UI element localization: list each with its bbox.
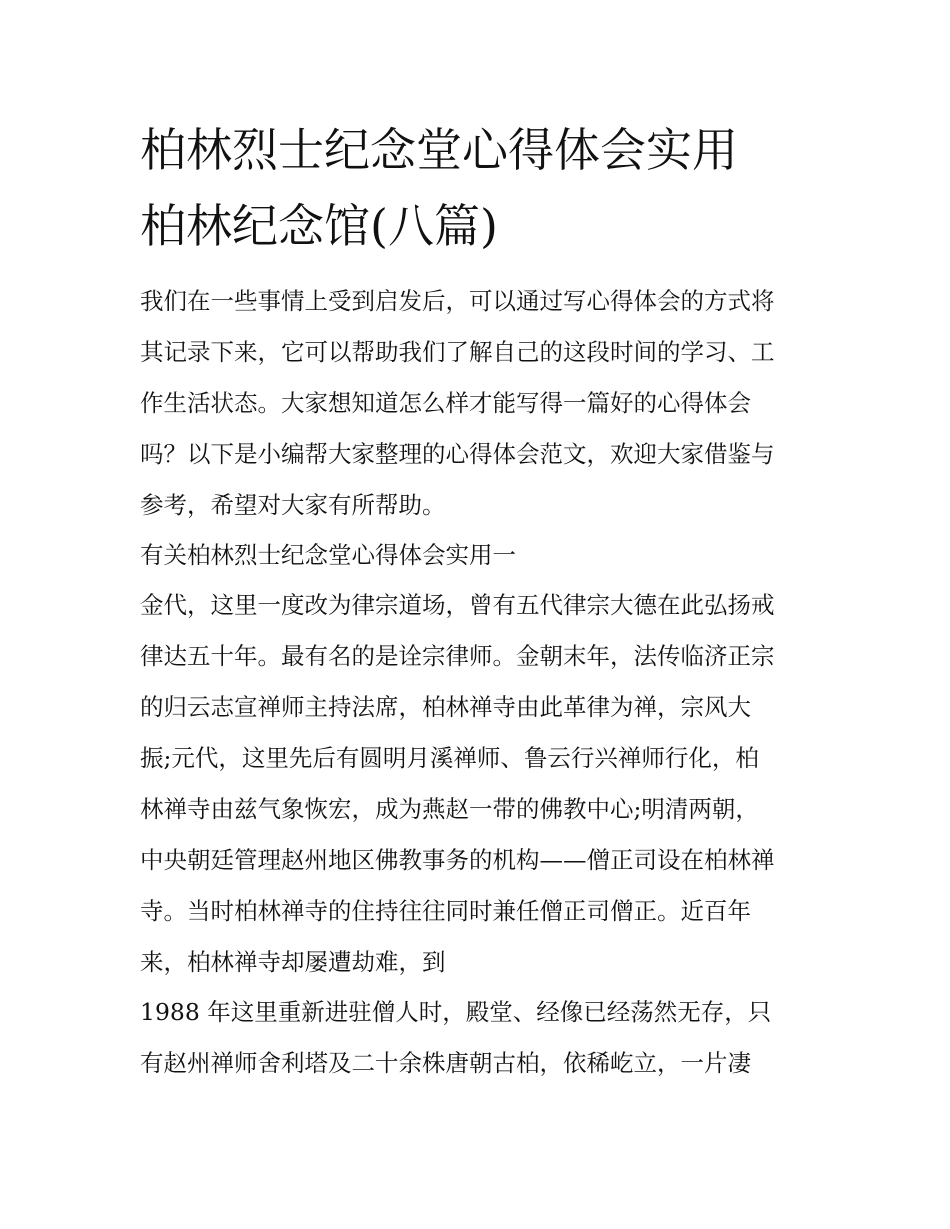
text-line: 中央朝廷管理赵州地区佛教事务的机构——僧正司设在柏林禅 — [140, 846, 775, 874]
title-line: 柏林烈士纪念堂心得体会实用 — [140, 123, 738, 177]
text-line: 律达五十年。最有名的是诠宗律师。金朝末年，法传临济正宗 — [140, 642, 775, 670]
text-line: 其记录下来，它可以帮助我们了解自己的这段时间的学习、工 — [140, 338, 775, 366]
text-line: 的归云志宣禅师主持法席，柏林禅寺由此革律为禅，宗风大 — [140, 693, 751, 721]
intro-paragraph — [140, 276, 820, 531]
document-title — [140, 112, 820, 264]
text-line: 吗？以下是小编帮大家整理的心得体会范文，欢迎大家借鉴与 — [140, 440, 775, 468]
text-line: 1988 年这里重新进驻僧人时，殿堂、经像已经荡然无存，只 — [140, 998, 772, 1026]
title-line: 柏林纪念馆(八篇) — [140, 199, 498, 253]
section-heading-text: 有关柏林烈士纪念堂心得体会实用一 — [140, 541, 516, 569]
text-line: 寺。当时柏林禅寺的住持往往同时兼任僧正司僧正。近百年 — [140, 897, 751, 925]
text-line: 参考，希望对大家有所帮助。 — [140, 491, 446, 519]
text-line: 有赵州禅师舍利塔及二十余株唐朝古柏，依稀屹立，一片凄 — [140, 1049, 751, 1077]
text-line: 林禅寺由兹气象恢宏，成为燕赵一带的佛教中心;明清两朝， — [140, 795, 759, 823]
text-line: 来，柏林禅寺却屡遭劫难，到 — [140, 948, 446, 976]
text-line: 振;元代，这里先后有圆明月溪禅师、鲁云行兴禅师行化，柏 — [140, 744, 759, 772]
text-line: 我们在一些事情上受到启发后，可以通过写心得体会的方式将 — [140, 287, 775, 315]
body-paragraph — [140, 987, 820, 1089]
body-paragraph — [140, 580, 820, 988]
text-line: 金代，这里一度改为律宗道场，曾有五代律宗大德在此弘扬戒 — [140, 591, 775, 619]
section-heading — [140, 530, 820, 581]
text-line: 作生活状态。大家想知道怎么样才能写得一篇好的心得体会 — [140, 389, 751, 417]
